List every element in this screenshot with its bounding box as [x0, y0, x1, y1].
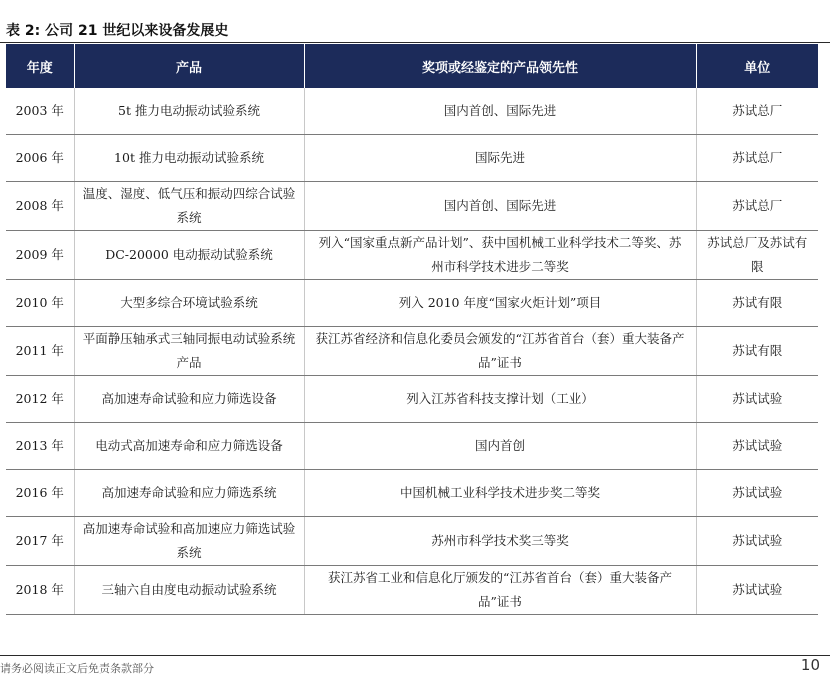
cell-year: 2008 年 [6, 182, 74, 231]
header-product: 产品 [74, 44, 304, 88]
cell-unit: 苏试试验 [696, 423, 818, 470]
cell-award: 国际先进 [304, 135, 696, 182]
cell-unit: 苏试试验 [696, 566, 818, 615]
cell-product: 5t 推力电动振动试验系统 [74, 88, 304, 135]
table-caption: 表 2: 公司 21 世纪以来设备发展史 [6, 23, 229, 39]
cell-product: 高加速寿命试验和高加速应力筛选试验系统 [74, 517, 304, 566]
cell-award: 列入“国家重点新产品计划”、获中国机械工业科学技术二等奖、苏州市科学技术进步二等奖 [304, 231, 696, 280]
cell-award: 苏州市科学技术奖三等奖 [304, 517, 696, 566]
table-row [6, 280, 818, 327]
table-row [6, 182, 818, 231]
cell-product: 三轴六自由度电动振动试验系统 [74, 566, 304, 615]
table-row [6, 376, 818, 423]
cell-award: 国内首创 [304, 423, 696, 470]
caption-rule [0, 42, 830, 43]
cell-product: 平面静压轴承式三轴同振电动试验系统产品 [74, 327, 304, 376]
cell-award: 国内首创、国际先进 [304, 88, 696, 135]
cell-year: 2006 年 [6, 135, 74, 182]
cell-award: 中国机械工业科学技术进步奖二等奖 [304, 470, 696, 517]
table-row [6, 231, 818, 280]
cell-product: 电动式高加速寿命和应力筛选设备 [74, 423, 304, 470]
cell-product: 10t 推力电动振动试验系统 [74, 135, 304, 182]
cell-unit: 苏试总厂及苏试有限 [696, 231, 818, 280]
header-unit: 单位 [696, 44, 818, 88]
cell-award: 列入江苏省科技支撑计划（工业） [304, 376, 696, 423]
cell-unit: 苏试试验 [696, 517, 818, 566]
cell-year: 2010 年 [6, 280, 74, 327]
cell-year: 2016 年 [6, 470, 74, 517]
cell-unit: 苏试有限 [696, 280, 818, 327]
table-row [6, 517, 818, 566]
cell-product: 高加速寿命试验和应力筛选系统 [74, 470, 304, 517]
cell-unit: 苏试试验 [696, 376, 818, 423]
cell-unit: 苏试有限 [696, 327, 818, 376]
table-row [6, 470, 818, 517]
cell-year: 2018 年 [6, 566, 74, 615]
equipment-history-table [6, 44, 818, 615]
cell-unit: 苏试试验 [696, 470, 818, 517]
cell-award: 获江苏省经济和信息化委员会颁发的“江苏省首台（套）重大装备产品”证书 [304, 327, 696, 376]
cell-year: 2009 年 [6, 231, 74, 280]
table-row [6, 135, 818, 182]
cell-product: 大型多综合环境试验系统 [74, 280, 304, 327]
cell-product: 温度、湿度、低气压和振动四综合试验系统 [74, 182, 304, 231]
footer-rule [0, 655, 830, 656]
header-year: 年度 [6, 44, 74, 88]
cell-unit: 苏试总厂 [696, 135, 818, 182]
cell-product: DC-20000 电动振动试验系统 [74, 231, 304, 280]
cell-award: 获江苏省工业和信息化厅颁发的“江苏省首台（套）重大装备产品”证书 [304, 566, 696, 615]
table-row [6, 423, 818, 470]
cell-year: 2003 年 [6, 88, 74, 135]
cell-unit: 苏试总厂 [696, 182, 818, 231]
page-number: 10 [800, 656, 820, 674]
footer-disclaimer: 请务必阅读正文后免责条款部分 [0, 662, 154, 675]
cell-year: 2011 年 [6, 327, 74, 376]
table-row [6, 88, 818, 135]
table-row [6, 566, 818, 615]
table-header-row [6, 44, 818, 88]
cell-year: 2017 年 [6, 517, 74, 566]
cell-award: 列入 2010 年度“国家火炬计划”项目 [304, 280, 696, 327]
header-award: 奖项或经鉴定的产品领先性 [304, 44, 696, 88]
cell-product: 高加速寿命试验和应力筛选设备 [74, 376, 304, 423]
cell-unit: 苏试总厂 [696, 88, 818, 135]
cell-year: 2013 年 [6, 423, 74, 470]
cell-award: 国内首创、国际先进 [304, 182, 696, 231]
table-row [6, 327, 818, 376]
cell-year: 2012 年 [6, 376, 74, 423]
